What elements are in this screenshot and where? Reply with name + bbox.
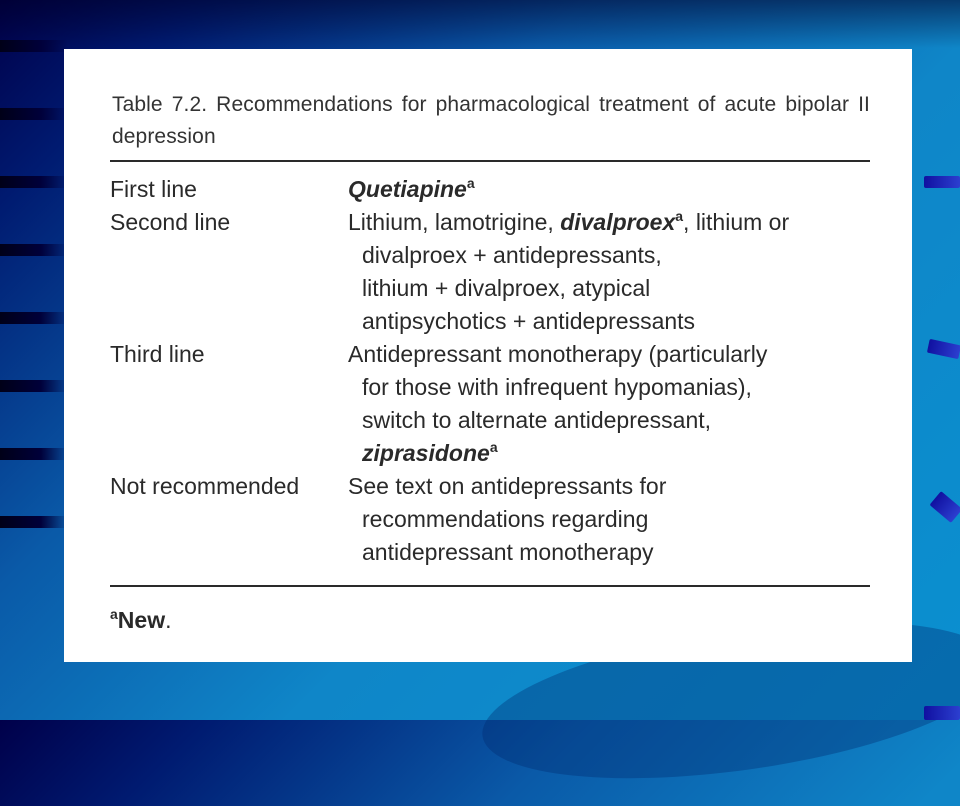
recommendation-line <box>348 470 870 503</box>
recommendation-line <box>348 503 870 536</box>
table-caption: Table 7.2. Recommendations for pharmacological treatment of acute bipolar II depression <box>112 93 870 148</box>
row-recommendation <box>348 173 870 206</box>
text-segment: Antidepressant monotherapy (particularly <box>348 341 768 367</box>
recommendation-line <box>348 437 870 470</box>
recommendation-line <box>348 371 870 404</box>
text-segment: lithium + divalproex, atypical <box>362 275 651 301</box>
row-label: Second line <box>110 209 231 235</box>
left-stripe-decoration <box>0 0 68 720</box>
text-segment: See text on antidepressants for <box>348 473 667 499</box>
left-stripe <box>0 108 68 120</box>
top-rule <box>110 160 870 162</box>
bottom-rule <box>110 585 870 587</box>
footnote-ref: a <box>489 439 498 455</box>
row-label: Not recommended <box>110 473 300 499</box>
drug-name-new: ziprasidone <box>362 440 490 466</box>
text-segment: antidepressant monotherapy <box>362 539 654 565</box>
row-label: First line <box>110 176 197 202</box>
recommendation-line <box>348 272 870 305</box>
footnote-marker: a <box>110 606 118 622</box>
recommendation-line <box>348 173 870 206</box>
left-stripe <box>0 244 68 256</box>
table-panel <box>64 49 912 662</box>
right-mark <box>927 339 960 359</box>
table-footnote <box>110 605 171 635</box>
recommendation-line <box>348 536 870 569</box>
left-stripe <box>0 312 68 324</box>
text-segment: for those with infrequent hypomanias), <box>362 374 752 400</box>
left-stripe <box>0 40 68 52</box>
recommendation-line <box>348 206 870 239</box>
text-segment: recommendations regarding <box>362 506 649 532</box>
footnote-text: New <box>117 607 166 633</box>
background-top-shade <box>0 0 960 48</box>
left-stripe <box>0 380 68 392</box>
recommendation-line <box>348 239 870 272</box>
recommendation-line <box>348 404 870 437</box>
footnote-period: . <box>165 607 172 633</box>
drug-name-new: Quetiapine <box>348 176 467 202</box>
text-segment: Lithium, lamotrigine, <box>348 209 561 235</box>
right-mark <box>924 706 960 720</box>
row-label: Third line <box>110 341 205 367</box>
table-row <box>110 470 870 569</box>
table-row <box>110 173 870 206</box>
row-recommendation <box>348 338 870 470</box>
right-mark <box>924 176 960 188</box>
text-segment: , lithium or <box>683 209 790 235</box>
left-stripe <box>0 448 68 460</box>
drug-name-new: divalproex <box>560 209 676 235</box>
recommendation-line <box>348 338 870 371</box>
text-segment: antipsychotics + antidepressants <box>362 308 696 334</box>
footnote-ref: a <box>466 175 475 191</box>
table-body <box>110 173 870 569</box>
right-mark <box>929 491 960 523</box>
row-recommendation <box>348 206 870 338</box>
text-segment: switch to alternate antidepressant, <box>362 407 712 433</box>
table-row <box>110 206 870 338</box>
row-recommendation <box>348 470 870 569</box>
footnote-ref: a <box>675 208 684 224</box>
right-mark-decoration <box>910 0 960 720</box>
left-stripe <box>0 176 68 188</box>
recommendation-line <box>348 305 870 338</box>
text-segment: divalproex + antidepressants, <box>362 242 662 268</box>
left-stripe <box>0 516 68 528</box>
table-row <box>110 338 870 470</box>
